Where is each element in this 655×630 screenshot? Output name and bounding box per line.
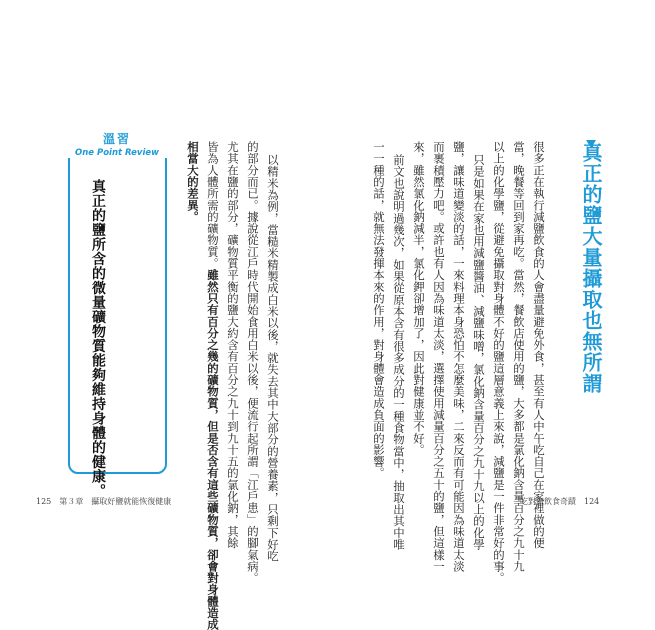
review-box	[68, 149, 167, 474]
emphasis-text: 相當大的差異。	[186, 141, 200, 223]
review-text: 真正的鹽所含的微量礦物質能夠維持身體的健康。	[90, 179, 106, 498]
body-column: 以精米為例，當糙米精製成白米以後，就失去其中大部分的營養素，只剩下好吃	[266, 154, 280, 562]
page-footer-left: 125 第３章 攝取好鹽就能恢復健康	[36, 497, 172, 506]
section-heading: 真正的鹽大量攝取也無所謂	[579, 142, 603, 394]
emphasis-text: 雖然只有百分之幾的礦物質，但是否含有這些礦物質，卻會對身體造成	[206, 269, 220, 630]
body-text: 皆為人體所需的礦物質。	[206, 141, 220, 270]
body-column: 很多正在執行減鹽飲食的人會盡量避免外食，甚至有人中午吃自己在家裡做的便	[532, 141, 546, 549]
review-header	[52, 130, 182, 158]
review-title: 溫習	[102, 132, 131, 146]
body-column	[186, 141, 200, 223]
body-column: 前文也說明過幾次，如果從原本含有很多成分的一種食物當中，抽取出其中唯	[392, 154, 406, 551]
body-column: 當，晚餐等回到家再吃。當然，餐飲店使用的鹽，大多都是氯化鈉含量百分之九十九	[512, 141, 526, 573]
body-column: 以上的化學鹽，從避免攝取對身體不好的鹽這層意義上來說，減鹽是一件非常好的事。	[492, 141, 506, 584]
body-column: 只是如果在家也用減鹽醬油、減鹽味噌，氯化鈉含量百分之九十九以上的化學	[472, 154, 486, 551]
review-subtitle: One Point Review	[74, 148, 160, 158]
body-column	[206, 141, 220, 630]
body-column: 鹽，讓味道變淡的話，一來料理本身恐怕不怎麼美味，二來反而有可能因為味道太淡	[452, 141, 466, 573]
body-column: 尤其在鹽的部分，礦物質平衡的鹽大約含有百分之九十到九十五的氯化鈉，其餘	[226, 141, 240, 549]
page-footer-right: 吃對鹽飲食奇蹟 124	[520, 497, 600, 506]
body-column: 的部分而已。據說從江戶時代開始食用白米以後，便流行起所謂「江戶患」的腳氣病。	[246, 141, 260, 584]
body-column: 一一種的話，就無法發揮本來的作用，對身體會造成負面的影響。	[372, 141, 386, 479]
body-column: 而裹積壓力吧。或許也有人因為味道太淡，選擇使用減量百分之五十的鹽，但這樣一	[432, 141, 446, 573]
body-column: 來，雖然氯化鈉減半，氯化鉀卻增加了，因此對健康並不好。	[412, 141, 426, 456]
